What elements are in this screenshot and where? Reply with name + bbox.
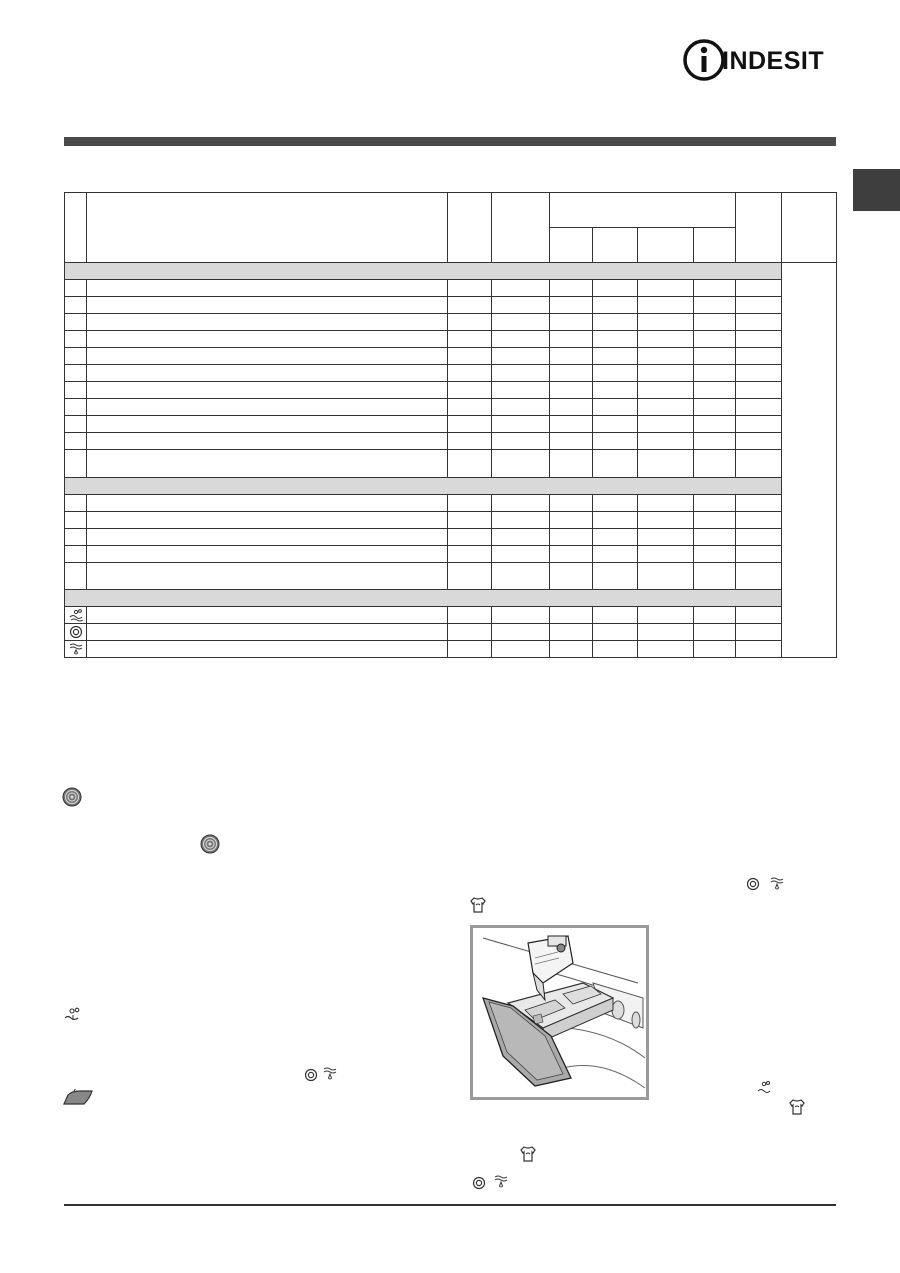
footer-rule [64,1204,836,1206]
table-row [65,433,837,450]
table-row [65,280,837,297]
intensive-wash-icon [200,834,220,854]
programme-table [64,192,837,658]
table-row [65,331,837,348]
spin-program-icon [69,625,83,639]
easy-iron-icon [63,1006,83,1024]
spin-icon [746,877,760,891]
table-section-band [65,589,837,606]
spin-icon [472,1176,486,1190]
table-row [65,528,837,545]
spin-icon [304,1068,318,1082]
table-row [65,562,837,589]
table-row [65,365,837,382]
table-row [65,314,837,331]
brand-name: INDESIT [722,47,825,75]
intensive-wash-icon [62,787,82,807]
drain-icon [493,1174,509,1190]
table-section-band [65,263,837,280]
table-row [65,450,837,477]
drain-program-icon [68,642,84,656]
table-row [65,348,837,365]
table-row [65,606,837,623]
table-row [65,297,837,314]
table-row [65,640,837,657]
detergent-drawer-illustration [473,928,646,1097]
easy-iron-program-icon [68,608,84,622]
table-row [65,494,837,511]
shirt-icon [789,1098,805,1116]
drain-icon [322,1066,338,1082]
table-row [65,399,837,416]
shirt-icon [520,1145,536,1163]
language-tab [853,169,900,211]
header-rule [64,137,836,146]
detergent-drawer-figure [470,925,649,1100]
table-row [65,511,837,528]
table-row [65,382,837,399]
drain-icon [769,876,785,892]
iron-icon [62,1089,96,1107]
shirt-icon [470,896,486,914]
table-row [65,416,837,433]
table-header-row [65,193,837,228]
table-row [65,545,837,562]
table-row [65,623,837,640]
easy-iron-icon [757,1080,773,1096]
table-section-band [65,477,837,494]
